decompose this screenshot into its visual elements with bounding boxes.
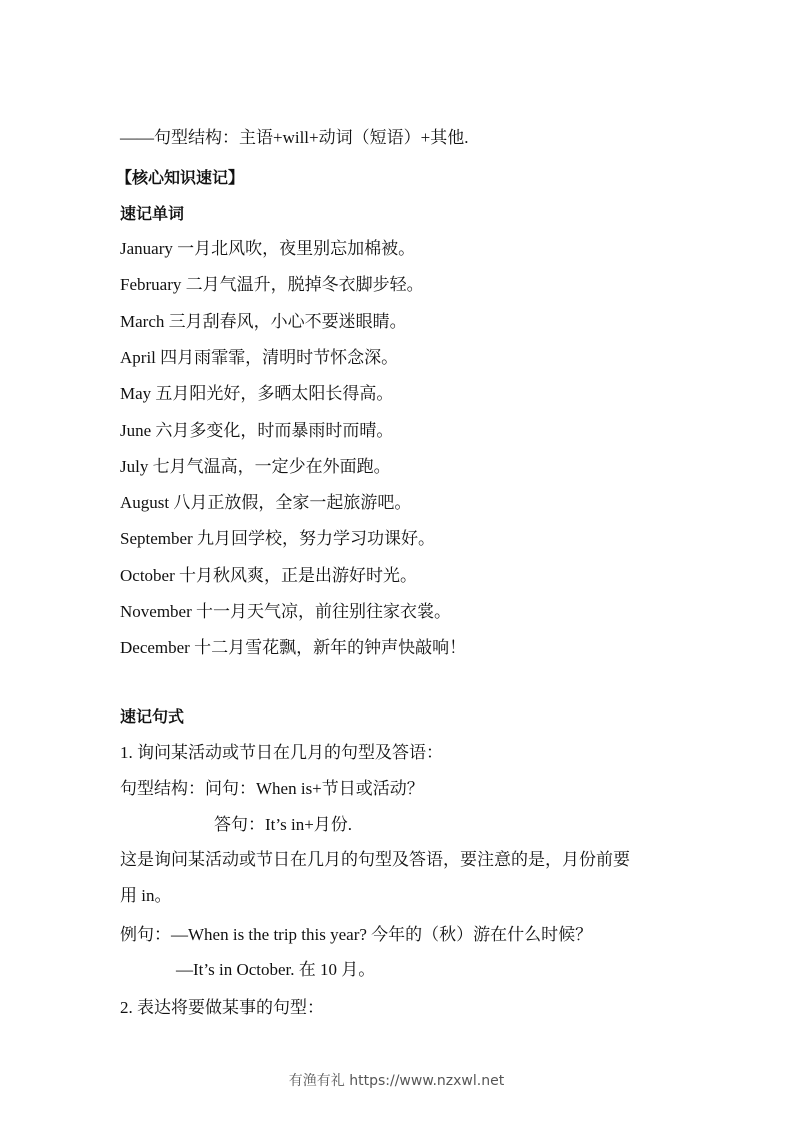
month-line: February 二月气温升，脱掉冬衣脚步轻。 — [120, 275, 424, 295]
month-line: May 五月阳光好，多晒太阳长得高。 — [120, 384, 394, 404]
month-line: November 十一月天气凉，前往别往家衣裳。 — [120, 602, 452, 621]
month-line: September 九月回学校，努力学习功课好。 — [120, 529, 435, 549]
item1-note-line1: 这是询问某活动或节日在几月的句型及答语，要注意的是，月份前要 — [120, 850, 630, 869]
month-line: July 七月气温高，一定少在外面跑。 — [120, 456, 391, 476]
item1-structure-question: 句型结构：问句：When is+节日或活动？ — [120, 779, 424, 798]
item1-structure-answer: 答句：It’s in+月份. — [214, 815, 353, 834]
month-line: March 三月刮春风，小心不要迷眼睛。 — [120, 311, 407, 331]
month-line: October 十月秋风爽，正是出游好时光。 — [120, 565, 418, 585]
item1-example-question: 例句：—When is the trip this year? 今年的（秋）游在什么时候？ — [120, 925, 593, 944]
month-line: August 八月正放假，全家一起旅游吧。 — [120, 493, 412, 513]
month-line: April 四月雨霏霏，清明时节怀念深。 — [120, 347, 399, 367]
item1-title: 1. 询问某活动或节日在几月的句型及答语： — [120, 743, 443, 762]
month-line: June 六月多变化，时而暴雨时而晴。 — [120, 420, 394, 440]
footer-watermark: 有渔有礼 https://www.nzxwl.net — [288, 1073, 505, 1089]
section-title: 【核心知识速记】 — [116, 168, 245, 187]
month-line: January 一月北风吹，夜里别忘加棉被。 — [120, 239, 416, 258]
intro-line: ——句型结构：主语+will+动词（短语）+其他. — [120, 128, 469, 147]
sentences-heading: 速记句式 — [120, 707, 185, 726]
item1-example-answer: —It’s in October. 在 10 月。 — [176, 960, 376, 979]
words-heading: 速记单词 — [120, 204, 185, 223]
item2-title: 2. 表达将要做某事的句型： — [120, 998, 324, 1017]
item1-note-line2: 用 in。 — [120, 886, 172, 905]
month-line: December 十二月雪花飘，新年的钟声快敲响！ — [120, 638, 467, 658]
